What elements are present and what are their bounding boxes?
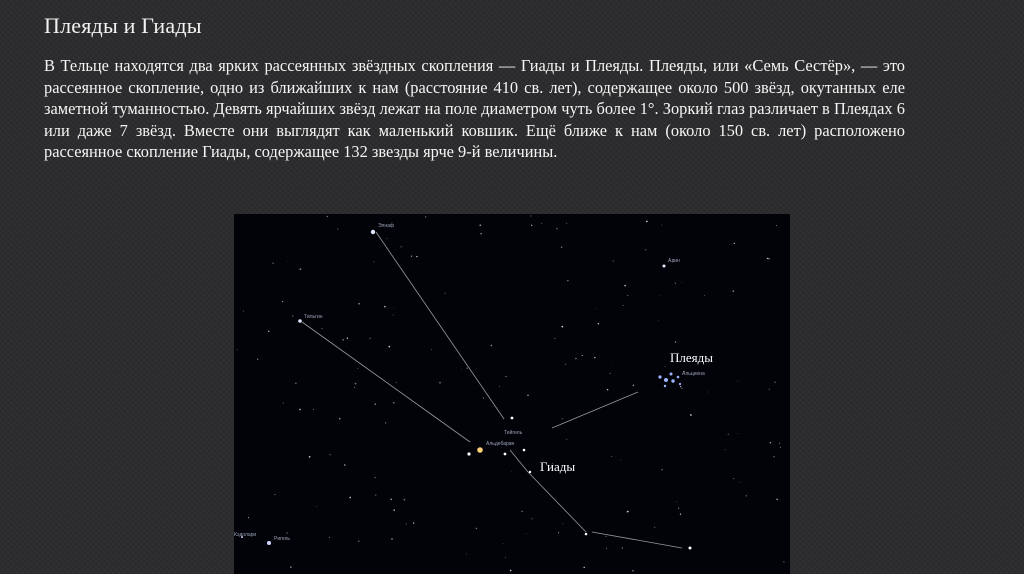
constellation-lines <box>302 232 682 548</box>
background-star <box>610 373 611 374</box>
background-star <box>575 358 577 360</box>
background-star <box>531 225 532 226</box>
line-to-pleiades <box>552 392 638 428</box>
background-star <box>606 548 607 549</box>
taurus-sky-map <box>234 214 790 574</box>
background-star <box>780 447 781 448</box>
star-hyades-4 <box>585 533 588 536</box>
background-star <box>355 383 357 385</box>
label-bottom-left: Ригель <box>274 536 290 542</box>
slide-title: Плеяды и Гиады <box>44 13 202 38</box>
background-star <box>505 376 506 377</box>
background-star <box>287 261 288 262</box>
background-star <box>384 306 386 308</box>
background-star <box>680 514 681 515</box>
background-star <box>313 409 314 410</box>
background-star <box>681 282 682 283</box>
background-star <box>309 456 311 458</box>
background-star <box>675 283 676 284</box>
background-star <box>344 464 346 466</box>
background-star <box>385 422 386 423</box>
pleiades-label: Плеяды <box>670 350 713 365</box>
background-star <box>583 567 585 569</box>
pleiad-2 <box>664 378 668 382</box>
background-star <box>770 442 771 443</box>
background-star <box>607 389 608 390</box>
background-star <box>299 409 301 411</box>
background-star <box>690 414 692 416</box>
background-star <box>565 364 566 365</box>
background-star <box>342 339 344 341</box>
background-star <box>776 225 777 226</box>
background-star <box>404 499 406 501</box>
background-star <box>530 215 532 217</box>
background-star <box>354 387 355 388</box>
pleiad-4 <box>671 379 674 382</box>
background-star <box>611 362 612 363</box>
background-star <box>704 295 705 296</box>
background-star <box>627 295 628 296</box>
background-star <box>606 536 607 537</box>
pleiad-5 <box>677 376 680 379</box>
background-star <box>561 246 562 247</box>
star-aldebaran <box>477 447 483 453</box>
background-star <box>390 499 392 501</box>
line-tilgin <box>302 322 470 442</box>
background-star <box>596 308 597 309</box>
background-star <box>769 389 770 390</box>
pleiad-6 <box>664 385 666 387</box>
background-star <box>444 293 445 294</box>
background-star <box>562 523 563 524</box>
background-star <box>678 508 679 509</box>
pleiad-3 <box>670 373 673 376</box>
star-hyades-top <box>511 417 514 420</box>
background-star <box>527 395 528 396</box>
background-star <box>511 471 512 472</box>
background-star <box>503 543 504 544</box>
background-star <box>401 246 402 247</box>
star-hyades-3 <box>529 471 531 473</box>
background-star <box>295 383 296 384</box>
background-star <box>375 494 377 496</box>
background-star <box>375 477 376 478</box>
label-aldebaran: Альдебаран <box>486 441 515 447</box>
background-star <box>659 295 660 296</box>
label-top-right: Алин <box>668 258 680 264</box>
background-star <box>531 518 532 519</box>
background-star <box>561 326 563 328</box>
background-star <box>347 337 348 338</box>
background-star <box>622 547 624 549</box>
hyades-label: Гиады <box>540 459 576 474</box>
background-star <box>316 506 317 507</box>
line-hyades-c <box>592 532 682 548</box>
background-star <box>733 478 734 479</box>
background-star <box>393 308 394 309</box>
star-elnath <box>371 230 375 234</box>
slide-paragraph: В Тельце находятся два ярких рассеянных звёздных скопления — Гиады и Плеяды. Плеяды, или «Семь Сестёр», — это рассеянное скопление, одно из ближайших к нам (расстояние 410 св. лет), содержащее около 500 звёзд, окутанных еле заметной туманностью. Девять ярчайших звёзд лежат на поле диаметром чуть более 1°. Зоркий глаз различает в Плеядах 6 или даже 7 звёзд. Вместе они выглядят как маленький ковшик. Ещё ближе к нам (около 150 св. лет) расположено рассеянное скопление Гиады, содержащее 132 звезды ярче 9-й величины. <box>44 56 905 162</box>
background-star <box>661 469 662 470</box>
background-star <box>466 553 467 554</box>
background-star <box>661 225 662 226</box>
background-star <box>330 454 331 455</box>
line-hyades-a <box>510 450 528 472</box>
background-star <box>675 341 676 342</box>
background-star <box>425 216 426 217</box>
star-aldebaran-neighbor <box>467 452 470 455</box>
background-star <box>290 566 292 568</box>
background-star <box>566 439 567 440</box>
background-star <box>746 495 747 496</box>
star-bottom-left <box>267 541 271 545</box>
background-star <box>466 368 468 370</box>
background-star <box>567 280 568 281</box>
background-star <box>339 418 340 419</box>
star-hyades-1 <box>504 453 507 456</box>
background-star <box>680 386 681 387</box>
background-star <box>598 323 599 324</box>
background-star <box>725 449 726 450</box>
background-star <box>773 456 774 457</box>
background-star <box>406 523 407 524</box>
background-star <box>411 256 412 257</box>
background-star <box>622 305 623 306</box>
background-star <box>393 402 394 403</box>
background-star <box>431 349 432 350</box>
background-star <box>676 501 677 502</box>
background-star <box>349 497 351 499</box>
background-star <box>268 331 269 332</box>
background-star <box>375 404 376 405</box>
background-star <box>358 303 359 304</box>
background-star <box>645 249 646 250</box>
background-star <box>774 382 776 384</box>
background-star <box>738 433 739 434</box>
background-star <box>665 366 666 367</box>
star-top-right <box>663 265 666 268</box>
pleiad-7 <box>679 383 681 385</box>
label-bottom-left2: Кэдолари <box>234 532 257 538</box>
background-star <box>738 381 739 382</box>
background-star <box>327 216 329 218</box>
background-star <box>779 443 780 444</box>
background-star <box>257 359 258 360</box>
pleiad-1 <box>658 375 661 378</box>
background-star <box>566 223 567 224</box>
background-star <box>708 392 709 393</box>
background-star <box>370 338 371 339</box>
background-star <box>654 527 655 528</box>
background-star <box>387 238 388 239</box>
label-hyades-top: Тейгель <box>504 430 523 436</box>
background-star <box>554 338 555 339</box>
background-star <box>439 382 440 383</box>
background-star <box>658 320 659 321</box>
background-star <box>491 345 492 346</box>
background-star <box>393 509 394 510</box>
background-star <box>558 532 559 533</box>
star-hyades-2 <box>523 449 526 452</box>
label-tilgin: Тильгин <box>304 314 323 320</box>
background-star <box>413 522 415 524</box>
background-star <box>526 533 527 534</box>
background-star <box>521 511 523 513</box>
background-star <box>768 258 769 259</box>
background-star <box>480 233 482 235</box>
background-star <box>283 402 284 403</box>
background-star <box>393 314 394 315</box>
background-star <box>329 537 330 538</box>
background-star <box>391 538 392 539</box>
background-star <box>646 221 648 223</box>
background-star <box>292 315 294 317</box>
background-star <box>282 301 283 302</box>
background-star <box>274 494 275 495</box>
background-star <box>237 349 238 350</box>
background-star <box>510 570 512 572</box>
background-star <box>632 570 634 572</box>
background-star <box>476 528 478 530</box>
background-star <box>373 261 374 262</box>
background-star <box>776 499 777 500</box>
background-star <box>358 540 360 542</box>
background-star <box>337 229 338 230</box>
line-hyades-b <box>528 472 586 532</box>
background-star <box>613 260 614 261</box>
background-star <box>388 346 390 348</box>
background-star <box>541 223 542 224</box>
pleiades-cluster <box>658 373 681 388</box>
background-star <box>627 511 629 513</box>
background-star <box>681 388 682 389</box>
background-star <box>483 397 484 398</box>
background-star <box>594 357 596 359</box>
background-star <box>620 460 621 461</box>
background-star <box>300 268 302 270</box>
background-star <box>273 263 274 264</box>
background-star <box>243 311 244 312</box>
background-star <box>728 434 729 435</box>
background-star <box>582 355 583 356</box>
background-star <box>734 243 735 244</box>
sky-map-drawing <box>234 214 790 574</box>
background-star <box>611 456 612 457</box>
line-elnath <box>376 232 504 419</box>
background-star <box>396 382 397 383</box>
background-star <box>479 224 481 226</box>
background-star <box>767 258 768 259</box>
background-star <box>505 557 506 558</box>
background-star <box>633 385 634 386</box>
background-stars <box>237 215 785 571</box>
background-star <box>732 290 734 292</box>
background-star <box>416 256 417 257</box>
background-star <box>357 368 358 369</box>
background-star <box>624 285 626 287</box>
background-star <box>562 418 563 419</box>
background-star <box>461 369 462 370</box>
named-stars <box>241 230 692 550</box>
label-pleiades-star: Альциона <box>682 371 705 377</box>
background-star <box>740 482 741 483</box>
background-star <box>248 517 249 518</box>
background-star <box>286 532 287 533</box>
background-star <box>783 561 785 563</box>
background-star <box>321 328 322 329</box>
background-star <box>388 308 389 309</box>
background-star <box>499 386 500 387</box>
star-tilgin <box>298 319 302 323</box>
background-star <box>556 228 558 230</box>
label-elnath: Элнаф <box>378 223 395 229</box>
star-hyades-5 <box>689 547 692 550</box>
